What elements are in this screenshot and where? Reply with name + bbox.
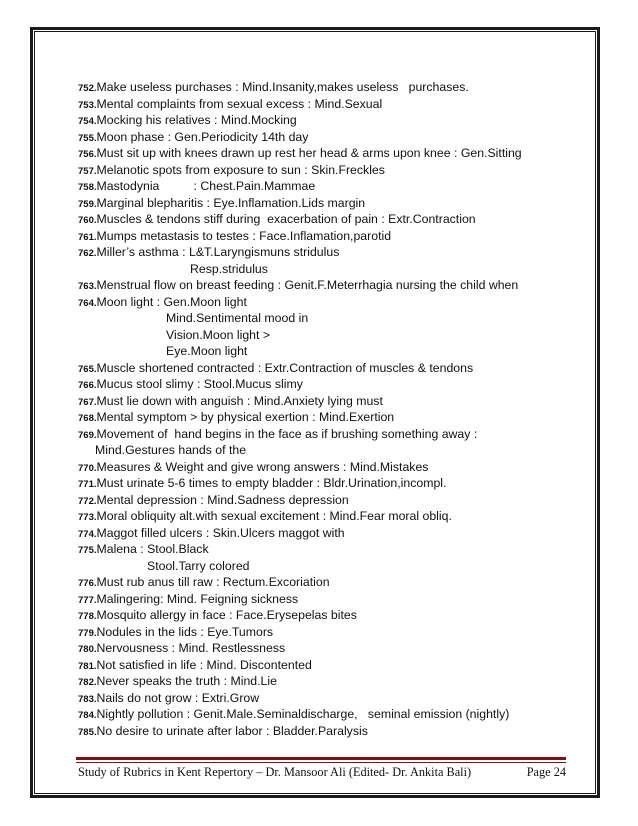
rubric-number: 784. — [78, 710, 97, 721]
rubric-number: 761. — [78, 231, 97, 243]
rubric-text: Mastodynia : Chest.Pain.Mammae — [96, 179, 316, 193]
rubric-number: 773. — [78, 512, 97, 523]
rubric-text: Nodules in the lids : Eye.Tumors — [96, 624, 274, 639]
rubric-text: Mumps metastasis to testes : Face.Inflamation,parotid — [96, 228, 392, 243]
rubric-entry — [78, 591, 578, 608]
rubric-text: Moon phase : Gen.Periodicity 14th day — [96, 129, 309, 144]
rubric-entry — [78, 426, 578, 443]
rubric-entry — [78, 228, 578, 245]
rubric-text: No desire to urinate after labor : Bladder.Paralysis — [96, 723, 368, 738]
rubric-text: Nails do not grow : Extri.Grow — [96, 690, 260, 705]
rubric-number: 778. — [78, 611, 97, 622]
rubric-number: 776. — [78, 578, 97, 589]
rubric-text: Must rub anus till raw : Rectum.Excoriation — [96, 575, 330, 589]
rubric-text: Mocking his relatives : Mind.Mocking — [96, 113, 297, 127]
rubric-number: 760. — [78, 215, 97, 226]
rubric-text: Mosquito allergy in face : Face.Erysepelas bites — [96, 608, 357, 622]
rubric-entry — [78, 525, 578, 542]
rubric-text: Must sit up with knees drawn up rest her head & arms upon knee : Gen.Sitting — [96, 146, 522, 160]
rubric-entry — [78, 195, 578, 212]
rubric-number: 770. — [78, 462, 97, 474]
rubric-text: Mind.Sentimental mood in — [166, 311, 309, 325]
rubric-entry — [78, 393, 578, 410]
rubric-text: Miller’s asthma : L&T.Laryngismuns stridulus — [96, 245, 340, 259]
rubric-text: Malingering: Mind. Feigning sickness — [96, 591, 299, 606]
rubric-entry — [78, 723, 578, 740]
rubric-text: Stool.Tarry colored — [147, 558, 250, 573]
rubric-number: 754. — [78, 116, 97, 127]
rubric-number: 766. — [78, 380, 97, 391]
rubric-number: 774. — [78, 528, 97, 540]
rubric-entry — [78, 112, 578, 129]
rubric-entry — [78, 706, 578, 723]
rubric-text: Mental symptom > by physical exertion : Mind.Exertion — [96, 410, 395, 424]
rubric-number: 768. — [78, 413, 97, 424]
rubric-number: 755. — [78, 132, 97, 144]
page-number: Page 24 — [526, 765, 566, 779]
rubric-text: Mental depression : Mind.Sadness depression — [96, 492, 349, 507]
rubric-entry — [78, 574, 578, 591]
rubric-number: 763. — [78, 281, 97, 292]
rubric-entry — [78, 376, 578, 393]
rubric-list — [78, 79, 578, 739]
rubric-number: 756. — [78, 149, 97, 160]
rubric-entry — [78, 442, 578, 459]
footer-rule-thin — [76, 762, 566, 763]
rubric-number: 782. — [78, 677, 97, 688]
rubric-entry — [78, 558, 578, 575]
rubric-entry — [78, 690, 578, 707]
rubric-text: Malena : Stool.Black — [96, 542, 209, 556]
rubric-number: 769. — [78, 429, 97, 441]
rubric-number: 757. — [78, 165, 97, 177]
rubric-entry — [78, 624, 578, 641]
rubric-number: 781. — [78, 660, 97, 672]
rubric-number: 783. — [78, 693, 97, 705]
rubric-entry — [78, 162, 578, 179]
rubric-entry — [78, 261, 578, 278]
rubric-text: Measures & Weight and give wrong answers : Mind.Mistakes — [96, 459, 429, 474]
rubric-entry — [78, 79, 578, 96]
rubric-text: Melanotic spots from exposure to sun : Skin.Freckles — [96, 162, 385, 177]
rubric-entry — [78, 459, 578, 476]
rubric-entry — [78, 277, 578, 294]
rubric-number: 758. — [78, 182, 97, 193]
rubric-text: Eye.Moon light — [166, 344, 248, 358]
rubric-entry — [78, 673, 578, 690]
rubric-entry — [78, 129, 578, 146]
rubric-number: 777. — [78, 594, 97, 606]
rubric-number: 775. — [78, 545, 97, 556]
rubric-entry — [78, 607, 578, 624]
rubric-text: Moon light : Gen.Moon light — [96, 294, 247, 309]
rubric-entry — [78, 294, 578, 311]
rubric-text: Mind.Gestures hands of the — [95, 443, 247, 457]
rubric-entry — [78, 360, 578, 377]
rubric-entry — [78, 409, 578, 426]
rubric-entry — [78, 475, 578, 492]
rubric-number: 771. — [78, 479, 97, 490]
rubric-text: Maggot filled ulcers : Skin.Ulcers maggot with — [96, 525, 345, 540]
rubric-entry — [78, 96, 578, 113]
rubric-text: Marginal blepharitis : Eye.Inflamation.Lids margin — [96, 195, 366, 210]
rubric-text: Never speaks the truth : Mind.Lie — [96, 674, 277, 688]
rubric-entry — [78, 541, 578, 558]
rubric-text: Not satisfied in life : Mind. Discontented — [96, 657, 312, 672]
rubric-text: Muscles & tendons stiff during exacerbation of pain : Extr.Contraction — [96, 212, 476, 226]
rubric-text: Make useless purchases : Mind.Insanity,makes useless purchases. — [96, 80, 469, 94]
rubric-number: 764. — [78, 297, 97, 309]
rubric-entry — [78, 244, 578, 261]
rubric-entry — [78, 145, 578, 162]
footer-rule — [76, 757, 566, 760]
rubric-number: 752. — [78, 83, 97, 94]
rubric-entry — [78, 343, 578, 360]
rubric-entry — [78, 327, 578, 344]
rubric-text: Mucus stool slimy : Stool.Mucus slimy — [96, 377, 303, 391]
rubric-text: Mental complaints from sexual excess : Mind.Sexual — [96, 96, 383, 111]
rubric-text: Nightly pollution : Genit.Male.Seminaldischarge, seminal emission (nightly) — [96, 707, 510, 721]
rubric-text: Vision.Moon light > — [166, 327, 271, 342]
rubric-entry — [78, 310, 578, 327]
rubric-entry — [78, 492, 578, 509]
rubric-text: Muscle shortened contracted : Extr.Contraction of muscles & tendons — [96, 360, 474, 375]
rubric-text: Nervousness : Mind. Restlessness — [96, 641, 286, 655]
rubric-entry — [78, 640, 578, 657]
rubric-entry — [78, 178, 578, 195]
rubric-number: 765. — [78, 363, 97, 375]
rubric-entry — [78, 211, 578, 228]
rubric-number: 772. — [78, 495, 97, 507]
rubric-entry — [78, 508, 578, 525]
rubric-text: Must urinate 5-6 times to empty bladder : Bldr.Urination,incompl. — [96, 476, 447, 490]
rubric-number: 780. — [78, 644, 97, 655]
rubric-number: 785. — [78, 726, 97, 738]
rubric-number: 753. — [78, 99, 97, 111]
rubric-text: Must lie down with anguish : Mind.Anxiety lying must — [96, 393, 383, 408]
rubric-number: 767. — [78, 396, 97, 408]
rubric-text: Resp.stridulus — [190, 261, 268, 276]
rubric-number: 779. — [78, 627, 97, 639]
rubric-number: 762. — [78, 248, 97, 259]
rubric-text: Menstrual flow on breast feeding : Genit.F.Meterrhagia nursing the child when — [96, 278, 519, 292]
rubric-entry — [78, 657, 578, 674]
footer-title: Study of Rubrics in Kent Repertory – Dr. Mansoor Ali (Edited- Dr. Ankita Bali) — [78, 765, 472, 779]
rubric-text: Movement of hand begins in the face as if brushing something away : — [96, 426, 478, 441]
rubric-number: 759. — [78, 198, 97, 210]
rubric-text: Moral obliquity alt.with sexual excitement : Mind.Fear moral obliq. — [96, 509, 452, 523]
